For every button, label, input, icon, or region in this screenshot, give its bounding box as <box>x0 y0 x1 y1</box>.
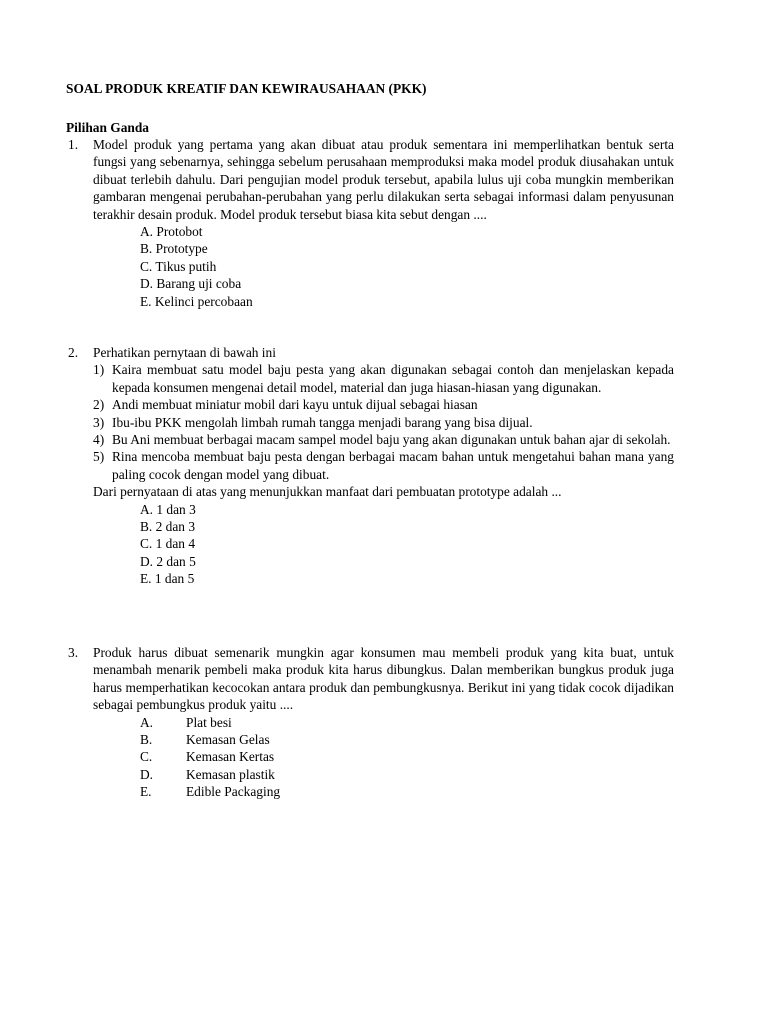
question-prompt: Dari pernyataan di atas yang menunjukkan manfaat dari pembuatan prototype adalah ... <box>93 484 562 500</box>
question-number: 1. <box>68 137 79 152</box>
answer-option-b: B. Prototype <box>140 241 208 257</box>
statement-number: 4) <box>93 432 105 448</box>
answer-option-e <box>140 783 674 800</box>
statement-text: Andi membuat miniatur mobil dari kayu untuk dijual sebagai hiasan <box>112 397 478 413</box>
option-text: Edible Packaging <box>186 784 281 800</box>
question-number: 3. <box>68 645 79 660</box>
statement-text: Rina mencoba membuat baju pesta dengan berbagai macam bahan untuk mengetahui bahan mana yang paling cocok dengan model yang dibuat. <box>112 449 674 482</box>
answer-option-c: C. Tikus putih <box>140 258 217 274</box>
statement-number: 2) <box>93 397 105 413</box>
statement-item <box>93 448 674 483</box>
answer-option-b <box>140 731 674 748</box>
answer-options <box>140 223 674 310</box>
statement-item <box>93 361 674 396</box>
answer-option-e: E. 1 dan 5 <box>140 571 195 587</box>
answer-option-c: C. 1 dan 4 <box>140 536 196 552</box>
option-text: Kemasan plastik <box>186 766 275 782</box>
question-intro: Perhatikan pernytaan di bawah ini <box>93 345 276 360</box>
answer-option-e: E. Kelinci percobaan <box>140 293 253 309</box>
statement-item <box>93 396 674 413</box>
answer-option-a: A. Protobot <box>140 224 203 240</box>
answer-options <box>140 501 674 588</box>
option-letter: B. <box>140 732 153 748</box>
question-2 <box>66 344 674 588</box>
document-title: SOAL PRODUK KREATIF DAN KEWIRAUSAHAAN (PKK) <box>66 81 427 96</box>
option-letter: E. <box>140 784 152 800</box>
statement-number: 1) <box>93 362 105 378</box>
question-1 <box>66 136 674 310</box>
statement-list <box>93 361 674 483</box>
question-text: Produk harus dibuat semenarik mungkin agar konsumen mau membeli produk yang kita buat, untuk menambah menarik pembeli maka produk kita harus dibungkus. Dalan memberikan bungkus produk juga harus memperhatikan kecocokan antara produk dan pembungkusnya. Berikut ini yang tidak cocok dijadikan sebagai pembungkus produk yaitu .... <box>93 645 674 713</box>
answer-option-d: D. 2 dan 5 <box>140 553 196 569</box>
answer-option-a: A. 1 dan 3 <box>140 501 196 517</box>
option-text: Kemasan Kertas <box>186 749 275 765</box>
statement-text: Ibu-ibu PKK mengolah limbah rumah tangga menjadi barang yang bisa dijual. <box>112 414 533 430</box>
question-text: Model produk yang pertama yang akan dibuat atau produk sementara ini memperlihatkan bentuk serta fungsi yang sebenarnya, sehingga sebelum perusahaan memproduksi maka model produk diusahakan untuk dibuat terlebih dahulu. Dari pengujian model produk tersebut, apabila lulus uji coba mungkin memberikan gambaran mengenai perubahan-perubahan yang perlu dilakukan serta sebagai informasi dalam penyusunan terakhir desain produk. Model produk tersebut biasa kita sebut dengan .... <box>93 137 674 222</box>
answer-option-c <box>140 748 674 765</box>
section-heading: Pilihan Ganda <box>66 120 149 135</box>
option-text: Kemasan Gelas <box>186 732 270 748</box>
option-text: Plat besi <box>186 714 232 730</box>
answer-options <box>140 714 674 801</box>
option-letter: C. <box>140 749 153 765</box>
statement-number: 5) <box>93 449 105 465</box>
question-3 <box>66 644 674 801</box>
question-number: 2. <box>68 345 79 360</box>
statement-number: 3) <box>93 414 105 430</box>
answer-option-d <box>140 766 674 783</box>
statement-item <box>93 431 674 448</box>
option-letter: A. <box>140 714 154 730</box>
answer-option-a <box>140 714 674 731</box>
statement-text: Kaira membuat satu model baju pesta yang akan digunakan sebagai contoh dan menjelaskan kepada kepada konsumen mengenai detail model, material dan juga hiasan-hiasan yang digunakan. <box>112 362 674 395</box>
option-letter: D. <box>140 766 154 782</box>
statement-item <box>93 414 674 431</box>
statement-text: Bu Ani membuat berbagai macam sampel model baju yang akan digunakan untuk bahan ajar di sekolah. <box>112 432 671 448</box>
answer-option-d: D. Barang uji coba <box>140 276 242 292</box>
answer-option-b: B. 2 dan 3 <box>140 519 196 535</box>
